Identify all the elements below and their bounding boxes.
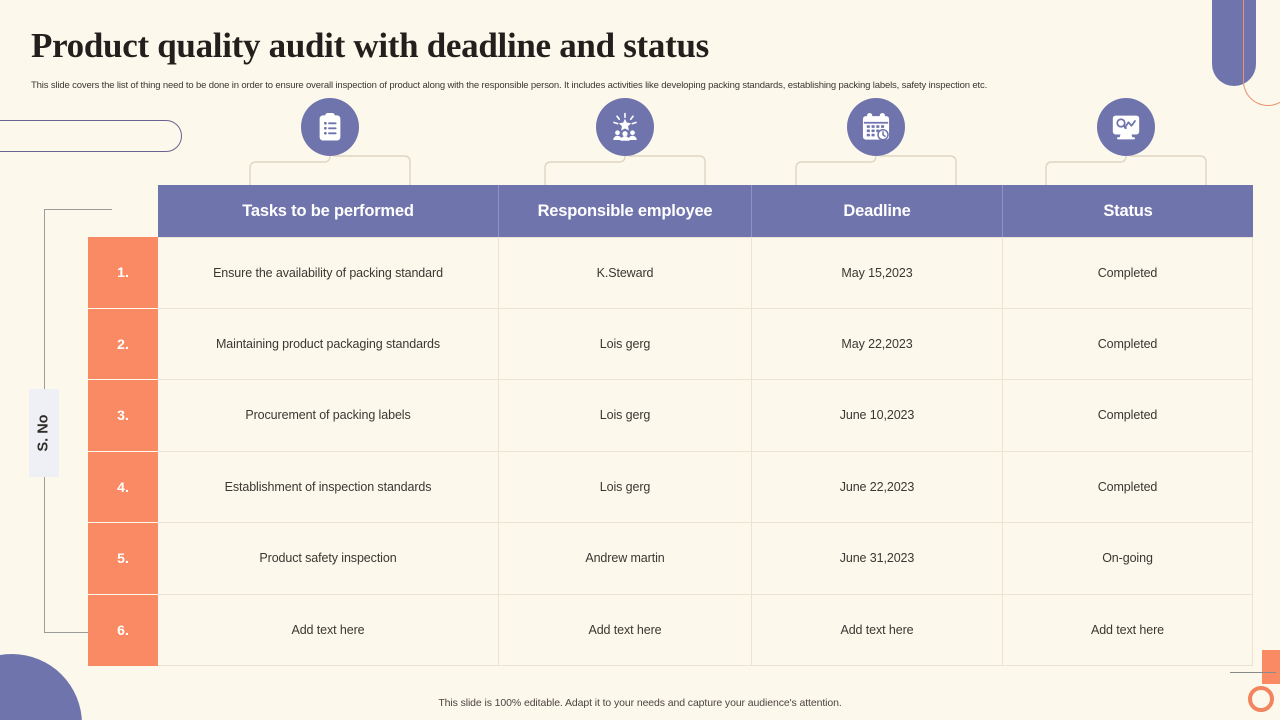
cell-status[interactable]: Add text here [1003,595,1253,667]
cell-task[interactable]: Add text here [158,595,499,667]
serial-number-column [88,237,158,666]
team-star-icon-badge[interactable] [596,98,654,156]
table-row [158,309,1253,381]
cell-employee[interactable]: Lois gerg [499,309,752,381]
page-title: Product quality audit with deadline and status [31,26,709,65]
calendar-clock-icon [861,112,891,142]
table-header-row [158,185,1253,237]
audit-table [158,185,1253,666]
serial-number-label [29,389,59,477]
decorative-footer-rule [1230,672,1276,673]
table-body [158,237,1253,666]
cell-employee[interactable]: Add text here [499,595,752,667]
cell-deadline[interactable]: June 10,2023 [752,380,1003,452]
calendar-clock-icon-badge[interactable] [847,98,905,156]
cell-deadline[interactable]: Add text here [752,595,1003,667]
column-header-employee[interactable]: Responsible employee [499,185,752,237]
serial-number-cell: 3. [88,380,158,452]
cell-status[interactable]: Completed [1003,237,1253,309]
clipboard-checklist-icon-badge[interactable] [301,98,359,156]
cell-task[interactable]: Procurement of packing labels [158,380,499,452]
monitor-chart-icon-badge[interactable] [1097,98,1155,156]
decorative-orange-square [1262,650,1280,684]
table-row [158,237,1253,309]
cell-task[interactable]: Product safety inspection [158,523,499,595]
cell-status[interactable]: Completed [1003,309,1253,381]
cell-employee[interactable]: Lois gerg [499,380,752,452]
cell-employee[interactable]: Lois gerg [499,452,752,524]
cell-deadline[interactable]: June 22,2023 [752,452,1003,524]
serial-number-cell: 5. [88,523,158,595]
table-row [158,523,1253,595]
footer-note: This slide is 100% editable. Adapt it to your needs and capture your audience's attention. [438,697,842,709]
column-header-deadline[interactable]: Deadline [752,185,1003,237]
table-row [158,380,1253,452]
cell-status[interactable]: Completed [1003,380,1253,452]
column-header-tasks[interactable]: Tasks to be performed [158,185,499,237]
table-row [158,595,1253,667]
cell-task[interactable]: Establishment of inspection standards [158,452,499,524]
team-star-icon [610,112,640,142]
cell-employee[interactable]: K.Steward [499,237,752,309]
cell-task[interactable]: Maintaining product packaging standards [158,309,499,381]
serial-number-cell: 4. [88,452,158,524]
cell-employee[interactable]: Andrew martin [499,523,752,595]
column-header-status[interactable]: Status [1103,201,1153,220]
cell-status[interactable]: Completed [1003,452,1253,524]
serial-number-cell: 1. [88,237,158,309]
serial-number-label-text: S. No [36,414,52,452]
page-subtitle: This slide covers the list of thing need to be done in order to ensure overall inspection of product along with the responsible person. It includes activities like developing packing standards, establishing packing labels, safety inspection etc. [31,80,988,91]
decorative-orange-u-outline [1243,0,1280,106]
table-row [158,452,1253,524]
serial-number-cell: 2. [88,309,158,381]
cell-deadline[interactable]: May 22,2023 [752,309,1003,381]
cell-task[interactable]: Ensure the availability of packing standard [158,237,499,309]
decorative-purple-u-shape [1212,0,1256,86]
cell-status[interactable]: On-going [1003,523,1253,595]
decorative-purple-circle [0,654,82,720]
serial-number-cell: 6. [88,595,158,667]
monitor-chart-icon [1111,112,1141,142]
cell-deadline[interactable]: May 15,2023 [752,237,1003,309]
clipboard-checklist-icon [315,112,345,142]
cell-deadline[interactable]: June 31,2023 [752,523,1003,595]
